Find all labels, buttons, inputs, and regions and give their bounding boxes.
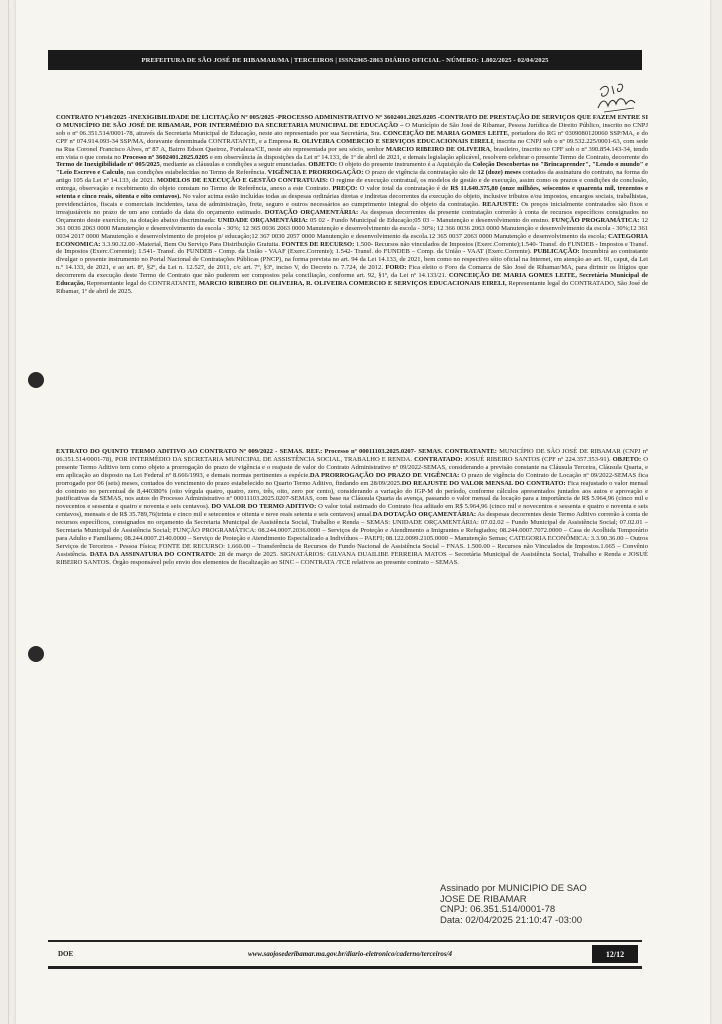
contract-text-run: O valor total da contratação é de [357, 185, 451, 193]
gazette-footer [48, 940, 642, 969]
contract-text-run: O regime de execução contratual, os modelos de gestão e de execução, assim como os prazos e condições de conclusão, entrega, observação e recebimento do objeto constam no Termo de Referência, anexo a este Contrato. [56, 177, 648, 193]
contract-text-run: , portadora do RG nº 0309080120060 SSP/MA, e do CPF nº 074.914.093-34 SSP/MA, doravante denominada CONTRATANTE, e a Empresa [56, 129, 648, 145]
extract-text-run: JOSUÉ RIBEIRO SANTOS (CPF nº 224.357.353-91). [462, 455, 613, 463]
extract-text-run: As despesas decorrentes deste Termo Aditivo correrão à conta de recursos específicos, consignados no orçamento da Secretaria Municipal de Assistência Social, Trabalho e Renda – SEMAS: UNIDADE ORÇAMENTÁRIA: 07.02.02 – Fundo Municipal de Assistência Social; 07.02.01 – Secretaria Municipal de Assistência Social; FUNÇÃO PROGRAMÁTICA: 08.244.0007.2036.0000 – Serviços de Proteção e Atendimento a Imigrantes e Refugiados; 08.244.0007.7072.0000 – Casa de Acolhida Temporário para Adulto e Familiares; 08.244.0007.2140.0000 – Serviço de Proteção e Atendimento Especializado a Indivíduos – PAEFI; 08.122.0099.2105.0000 – Manutenção Semas; CATEGORIA ECONÔMICA: 3.3.90.36.00 – Outros Serviços de Terceiros - Pessoa Física; FONTE DE RECURSO: 1.660.00 – Transferência de Recursos do Fundo Nacional de Assistência Social – FNAS. 1.500.00 – Recursos não Vinculados de Impostos.1.665 – Convênio Assistência. [56, 511, 648, 558]
extract-section [56, 448, 648, 567]
contract-text-run: Fica eleito o Foro da Comarca de São José de Ribamar/MA, para dirimir os litígios que decorrerem da execução deste Termo de Contrato que não puderem ser compostos pela conciliação, conforme art. 92, §1º, da Lei nº 14.133/21. [56, 264, 648, 280]
binder-hole [28, 646, 44, 662]
extract-text-run: O presente Termo Aditivo tem como objeto a prorrogação do prazo de vigência e o reajuste de valor do Contrato Administrativo nº 09/2022-SEMAS, considerando a previsão constante na Cláusula Terceira, Cláusula Quarta, e em aplicação ao disposto na Lei Federal nº 8.666/1993, e demais normas pertinentes a espécie. [56, 455, 648, 479]
gazette-header [48, 50, 642, 70]
contract-text-run: CATEGORIA ECONOMICA: [56, 232, 648, 248]
contract-text [56, 114, 648, 296]
page-number: 12/12 [592, 945, 638, 963]
contract-text-run: As despesas decorrentes da presente contratação correrão à conta de recursos específicos consignados no Orçamento deste exercício, na dotação abaixo discriminada: [56, 208, 648, 224]
contract-text-run: No valor acima estão incluídas todas as despesas ordinárias diretas e indiretas decorrentes da execução do objeto, inclusive tributos e/ou impostos, encargos sociais, trabalhistas, previdenciários, fiscais e comerciais incidentes, taxa de administração, frete, seguro e outros necessários ao cumprimento integral do objeto da contratação. [56, 193, 648, 208]
extract-heading: EXTRATO DO QUINTO TERMO ADITIVO AO CONTRATO Nº 009/2022 - SEMAS. REF.: Processo nº 00011103.2025.0207- SEMAS. CONTRATANTE: [56, 448, 497, 455]
contract-text-run: 3.3.90.32.00 -Material, Bem Ou Serviço Para Distribuição Gratuita. [100, 240, 282, 248]
contract-text-run: CONCEIÇÃO DE MARIA GOMES LEITE, Secretária Municipal de Educação, [56, 272, 648, 288]
digital-signature [440, 884, 640, 926]
extract-text-run: OBJETO: [612, 455, 642, 463]
contract-section [56, 114, 648, 296]
contract-text-run: MARCIO RIBEIRO DE OLIVEIRA, R. OLIVEIRA COMERCIO E SERVIÇOS EDUCACIONAIS EIRELI, [198, 280, 507, 288]
contract-text-run: FORO: [385, 264, 407, 272]
extract-text [56, 448, 648, 567]
extract-text-run: CONTRATADO: [414, 455, 463, 463]
signature-line: JOSE DE RIBAMAR [440, 893, 527, 905]
footer-label: DOE [58, 950, 74, 958]
extract-text-run: MUNICÍPIO DE SÃO JOSÉ DE RIBAMAR (CNPJ nº 06.351.514/0001-78), POR INTERMÉDIO DA SECRETARIA MUNICIPAL DE ASSISTÊNCIA SOCIAL, TRABALHO E RENDA. [56, 448, 648, 463]
contract-text-run: Coleção Descobertas no "Brincaprender", "Lendo o mundo" e "Leio Escrevo e Calculo [56, 161, 648, 177]
binder-hole [28, 372, 44, 388]
contract-text-run: MODELOS DE EXECUÇÃO E GESTÃO CONTRATUAIS: [156, 177, 328, 185]
contract-heading: CONTRATO Nº149/2025 -INEXIGIBILIDADE DE LICITAÇÃO Nº 005/2025 -PROCESSO ADMINISTRATIVO Nº 3602401.2025.0205 -CONTRATO DE PRESTAÇÃO DE SERVIÇOS QUE FAZEM ENTRE SI O MUNICÍPIO DE SÃO JOSÉ DE RIBAMAR, POR INTERMÉDIO DA SECRETARIA MUNICIPAL DE EDUCAÇÃO – [56, 114, 648, 129]
contract-text-run: Termo de Inexigibilidade nº 005/2025 [56, 161, 160, 169]
contract-text-run: 1.500- Recursos não vinculados de Impostos (Exerc.Corrente);1.540- Transf. do FUNDEB - Impostos e Transf. de Impostos (Exerc.Corrente); 1.541- Transf. do FUNDEB - Comp. da União - VAAF (Exerc.Corrente); 1.542- Transf. do FUNDEB – Comp. da União - VAAT (Exerc.Corrente). [56, 240, 648, 256]
contract-text-run: e em observância às disposições da Lei nº 14.133, de 1º de abril de 2021, e demais legislação aplicável, resolvem celebrar o presente Termo de Contrato, decorrente do [208, 153, 648, 161]
contract-text-run: PREÇO: [332, 185, 358, 193]
contract-text-run: 12 (doze) meses [477, 169, 521, 177]
contract-text-run: Representante legal do CONTRATADO, São José de Ribamar, 1º de abril de 2025. [56, 280, 648, 295]
extract-text-run: 28 de março de 2025. SIGNATÁRIOS: GILVANA DUAILIBE FERREIRA MATOS – Secretária Municipal de Assistência Social, Trabalho e Renda e JOSUÉ RIBEIRO SANTOS. Órgão responsável pelo envio dos elementos de fiscalização ao SINC – CONTRATA /TCE relativos ao presente contrato – SEMAS. [56, 550, 648, 566]
contract-text-run: O prazo de vigência da contratação são de [363, 169, 478, 177]
contract-text-run: PUBLICAÇÃO: [533, 248, 580, 256]
contract-text-run: O Município de São José de Ribamar, Pessoa Jurídica de Direito Público, inscrito no CNPJ sob o nº 06.351.514/0001-78, através da Secretaria Municipal de Educação, neste ato representado por sua Secretária, Sra. [56, 121, 648, 137]
contract-text-run: MARCIO RIBEIRO DE OLIVEIRA [385, 145, 491, 153]
contract-text-run: Representante legal do CONTRATANTE, [84, 280, 199, 288]
extract-text-run: DO VALOR DO TERMO ADITIVO: [211, 503, 317, 511]
contract-text-run: , mediante as cláusulas e condições a seguir enunciadas. [159, 161, 309, 169]
extract-text-run: DO REAJUSTE DO VALOR MENSAL DO CONTRATO: [401, 479, 566, 487]
contract-text-run: R. OLIVEIRA COMERCIO E SERVIÇOS EDUCACIONAIS EIRELI [293, 137, 494, 145]
contract-text-run: , inscrita no CNPJ sob o nº 09.532.225/0001-63, com sede na Rua Coronel Francisco Alves, nº 87 A, Bairro Edson Queiroz, Fortaleza/CE, neste ato representada por seu sócio, senhor [56, 137, 648, 153]
extract-text-run: DA PRORROGAÇÃO DO PRAZO DE VIGÊNCIA: [309, 471, 460, 479]
contract-text-run: DOTAÇÃO ORÇAMENTÁRIA: [264, 208, 359, 216]
contract-text-run: 05 02 - Fundo Municipal de Educação;05 03 – Manutenção e desenvolvimento do ensino. [308, 216, 552, 224]
footer-url: www.saojosederibamar.ma.gov.br/diario-eletronico/caderno/terceiros/4 [247, 950, 453, 958]
contract-text-run: REAJUSTE: [482, 200, 519, 208]
contract-text-run: , brasileiro, inscrito no CPF sob o nº 390.854.143-34, tendo em vista o que consta no [56, 145, 648, 161]
header-title: PREFEITURA DE SÃO JOSÉ DE RIBAMAR/MA | TERCEIROS | ISSN2965-2863 DIÁRIO OFICIAL - NÚMERO: 1.802/2025 - 02/04/2025 [141, 56, 549, 64]
contract-text-run: Processo nº 3602401.2025.0205 [122, 153, 209, 161]
extract-text-run: O valor total estimado do Contrato fica aditado em R$ 5.964,96 (cinco mil e novecentos e sessenta e quatro e noventa e seis centavos), mensais e de R$ 35.789,76(trinta e cinco mil e setecentos e oitenta e nove reais setenta e seis centavos) anual. [56, 503, 648, 519]
page-crease [8, 0, 9, 1024]
contract-text-run: UNIDADE ORÇAMENTÁRIA: [217, 216, 308, 224]
extract-text-run: Fica reajustado o valor mensal do contrato no percentual de 8,440380% (oito vírgula quatro, quatro, zero, três, oito, zero por cento), considerando a variação do IGP-M do período, conforme cálculos apresentados juntados aos autos e aprovação e justificativas da SEMAS, nos autos do Processo Administrativo nº 00011103.2025.0207-SEMAS, com base na Cláusula Quarta da avença, passando o valor mensal da locação para a importância de R$ 5.964,96 (cinco mil e novecentos e sessenta e quatro e noventa e seis centavos). [56, 479, 648, 511]
extract-text-run: O prazo de vigência do Contrato de Locação nº 09/2022-SEMAS fica prorrogado por 06 (seis) meses, contados do vencimento do prazo estabelecido no Quarto Termo Aditivo, findando em 28/09/2025. [56, 471, 648, 487]
contract-text-run: , nas condições estabelecidas no Termo de Referência. [123, 169, 268, 177]
contract-text-run: 12 361 0036 2063 0000 Manutenção e desenvolvimento da escola - 30%; 12 365 0036 2063 0000 Manutenção e desenvolvimento da escola - 30%; 12 366 0036 2063 0000 Manutenção e desenvolvimento da escola - 30%;12 361 0034 2017 0000 Manutenção e desenvolvimento de projetos p/ educação;12 367 0030 2057 0000 Manutenção e desenvolvimento da escola.12 365 0037 2063 0000 Manutenção e desenvolvimento da escola; [56, 216, 648, 240]
signature-cnpj: CNPJ: 06.351.514/0001-78 [440, 904, 556, 915]
contract-text-run: R$ 11.640.375,80 (onze milhões, seiscentos e quarenta mil, trezentos e setenta e cinco reais, oitenta e oito centavos). [56, 185, 648, 201]
contract-text-run: contados da assinatura do contrato, na forma do artigo 105 da Lei nº 14.133, de 2021. [56, 169, 648, 185]
contract-text-run: FONTES DE RECURSO: [281, 240, 355, 248]
extract-text-run: DA DOTAÇÃO ORÇAMENTÁRIA: [372, 511, 477, 519]
contract-text-run: Os preços inicialmente contratados são fixos e irreajustáveis no prazo de um ano contado da data do orçamento estimado. [56, 200, 648, 216]
contract-text-run: CONCEIÇÃO DE MARIA GOMES LEITE [383, 129, 508, 137]
signature-line: Assinado por MUNICIPIO DE SAO [440, 883, 587, 894]
contract-text-run: Incumbirá ao contratante divulgar o presente instrumento no Portal Nacional de Contratações Públicas (PNCP), na forma prevista no art. 94 da Lei 14.133, de 2021, bem como no respectivo sítio oficial na Internet, em atenção ao art. 91, caput, da Lei n.º 14.133, de 2021, e ao art. 8º, §2º, da Lei n. 12.527, de 2011, c/c art. 7º, §3º, inciso V, do Decreto n. 7.724, de 2012. [56, 248, 648, 272]
extract-text-run: DATA DA ASSINATURA DO CONTRATO: [89, 550, 217, 558]
contract-text-run: O objeto do presente instrumento é a Aquisição da [337, 161, 473, 169]
contract-text-run: OBJETO: [308, 161, 338, 169]
signature-date: Data: 02/04/2025 21:10:47 -03:00 [440, 914, 583, 926]
contract-text-run: FUNÇÃO PROGRAMÁTICA: [551, 216, 640, 224]
contract-text-run: VIGÊNCIA E PRORROGAÇÃO: [267, 169, 364, 177]
